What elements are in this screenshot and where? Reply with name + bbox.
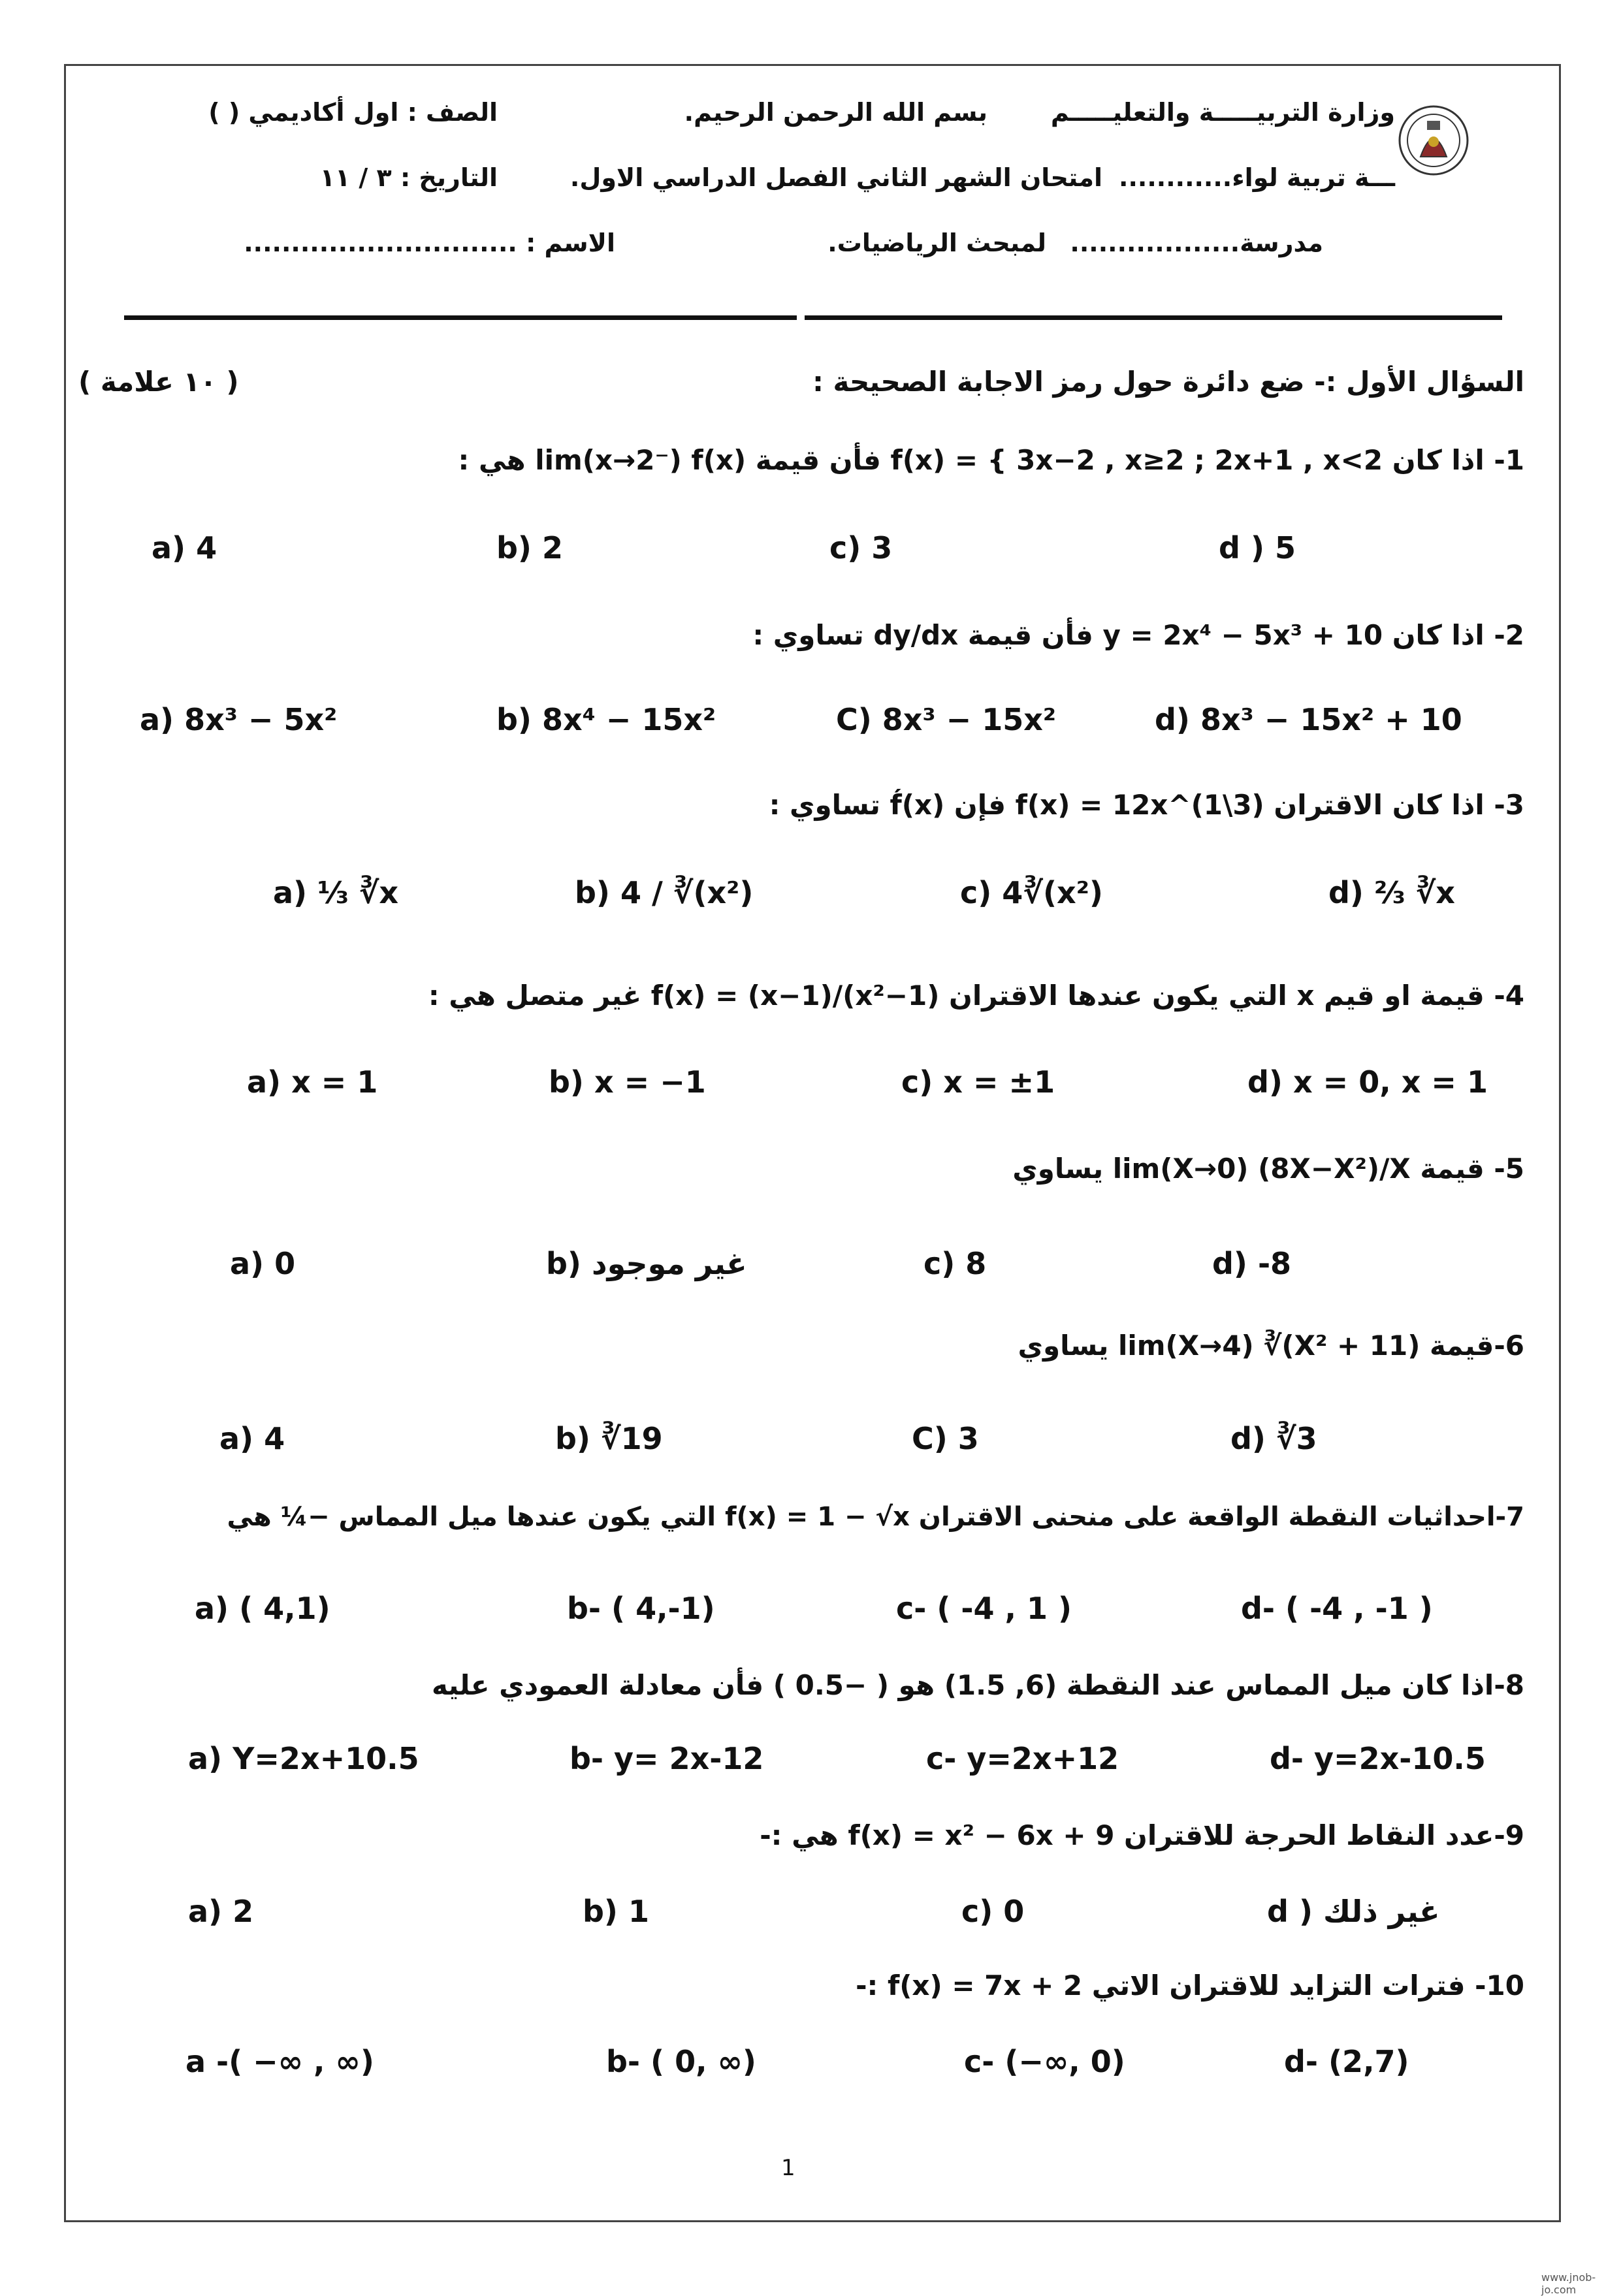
- student-name-field: الاسم : .............................: [244, 229, 615, 257]
- q4-option-c[interactable]: c) x = ±1: [901, 1064, 1055, 1100]
- q9-option-a[interactable]: a) 2: [188, 1894, 254, 1929]
- q6-option-c[interactable]: C) 3: [912, 1421, 979, 1456]
- q1-option-b[interactable]: b) 2: [496, 530, 563, 566]
- basmala: بسم الله الرحمن الرحيم.: [684, 98, 987, 127]
- q7-option-c[interactable]: c- ( -4 , 1 ): [896, 1591, 1072, 1626]
- q7-option-a[interactable]: a) ( 4,1): [195, 1591, 330, 1626]
- q2-option-d[interactable]: d) 8x³ − 15x² + 10: [1155, 702, 1462, 737]
- header-divider-right: [805, 315, 1502, 320]
- question-5: 5- قيمة lim(X→0) (8X−X²)/X يساوي: [1012, 1153, 1524, 1185]
- q10-option-d[interactable]: d- (2,7): [1284, 2044, 1409, 2079]
- q7-option-b[interactable]: b- ( 4,-1): [567, 1591, 715, 1626]
- q9-option-b[interactable]: b) 1: [583, 1894, 649, 1929]
- q8-option-d[interactable]: d- y=2x-10.5: [1270, 1741, 1486, 1776]
- question-9: 9-عدد النقاط الحرجة للاقتران f(x) = x² − 6x + 9 هي :-: [760, 1819, 1524, 1851]
- grade: الصف : اول أكاديمي ( ): [208, 98, 498, 127]
- question-2: 2- اذا كان y = 2x⁴ − 5x³ + 10 فأن قيمة dy/dx تساوي :: [752, 619, 1524, 651]
- q1-option-d[interactable]: d ) 5: [1219, 530, 1296, 566]
- q9-option-d[interactable]: d ) غير ذلك: [1267, 1894, 1440, 1929]
- q8-option-a[interactable]: a) Y=2x+10.5: [188, 1741, 419, 1776]
- q10-option-c[interactable]: c- (−∞, 0): [964, 2044, 1125, 2079]
- question-7: 7-احداثيات النقطة الواقعة على منحنى الاقتران f(x) = 1 − √x التي يكون عندها ميل المماس −¼ هي: [227, 1502, 1524, 1532]
- page-number: 1: [781, 2155, 795, 2181]
- ministry-logo-icon: [1398, 101, 1469, 180]
- q5-option-d[interactable]: d) -8: [1212, 1246, 1292, 1281]
- exam-title: امتحان الشهر الثاني الفصل الدراسي الاول.: [570, 163, 1102, 192]
- section-title: السؤال الأول :- ضع دائرة حول رمز الاجابة الصحيحة :: [812, 366, 1524, 398]
- q3-option-b[interactable]: b) 4 / ∛(x²): [575, 875, 754, 910]
- q4-option-d[interactable]: d) x = 0, x = 1: [1247, 1064, 1488, 1100]
- school-name: مدرسة..................: [1070, 229, 1323, 257]
- q7-option-d[interactable]: d- ( -4 , -1 ): [1241, 1591, 1433, 1626]
- q5-option-b[interactable]: b) غير موجود: [546, 1246, 747, 1281]
- ministry-name: وزارة التربيـــــة والتعليـــــم: [1050, 98, 1395, 127]
- q6-option-a[interactable]: a) 4: [219, 1421, 285, 1456]
- question-6: 6-قيمة lim(X→4) ∛(X² + 11) يساوي: [1018, 1330, 1524, 1362]
- q4-option-b[interactable]: b) x = −1: [549, 1064, 706, 1100]
- question-4: 4- قيمة او قيم x التي يكون عندها الاقتران f(x) = (x−1)/(x²−1) غير متصل هي :: [428, 980, 1524, 1012]
- question-1: 1- اذا كان f(x) = { 3x−2 , x≥2 ; 2x+1 , x<2 فأن قيمة lim(x→2⁻) f(x) هي :: [458, 444, 1524, 476]
- q5-option-a[interactable]: a) 0: [230, 1246, 296, 1281]
- q2-option-b[interactable]: b) 8x⁴ − 15x²: [496, 702, 716, 737]
- q8-option-b[interactable]: b- y= 2x-12: [570, 1741, 764, 1776]
- q1-option-a[interactable]: a) 4: [152, 530, 217, 566]
- question-8: 8-اذا كان ميل المماس عند النقطة (6, 1.5) هو ( −0.5 ) فأن معادلة العمودي عليه: [432, 1669, 1524, 1701]
- q10-option-b[interactable]: b- ( 0, ∞): [606, 2044, 756, 2079]
- q8-option-c[interactable]: c- y=2x+12: [926, 1741, 1119, 1776]
- directorate: ـــة تربية لواء............: [1119, 163, 1395, 192]
- q4-option-a[interactable]: a) x = 1: [247, 1064, 378, 1100]
- q6-option-b[interactable]: b) ∛19: [555, 1421, 663, 1456]
- header-divider-left: [124, 315, 797, 320]
- q6-option-d[interactable]: d) ∛3: [1230, 1421, 1317, 1456]
- watermark: www.jnob-jo.com: [1541, 2271, 1596, 2296]
- q10-option-a[interactable]: a -( −∞ , ∞): [185, 2044, 374, 2079]
- q2-option-a[interactable]: a) 8x³ − 5x²: [140, 702, 338, 737]
- exam-date: التاريخ : ٣ / ١١: [319, 163, 498, 192]
- q1-option-c[interactable]: c) 3: [829, 530, 893, 566]
- question-3: 3- اذا كان الاقتران f(x) = 12x^(1\3) فإن f́(x) تساوي :: [769, 789, 1524, 821]
- section-marks: ( ١٠ علامة ): [78, 366, 239, 398]
- question-10: 10- فترات التزايد للاقتران الاتي f(x) = 7x + 2 :-: [856, 1969, 1524, 2001]
- q3-option-d[interactable]: d) ⅔ ∛x: [1328, 875, 1455, 910]
- q5-option-c[interactable]: c) 8: [923, 1246, 987, 1281]
- subject: لمبحث الرياضيات.: [827, 229, 1046, 257]
- q3-option-a[interactable]: a) ⅓ ∛x: [273, 875, 399, 910]
- q9-option-c[interactable]: c) 0: [961, 1894, 1025, 1929]
- q2-option-c[interactable]: C) 8x³ − 15x²: [836, 702, 1057, 737]
- q3-option-c[interactable]: c) 4∛(x²): [960, 875, 1103, 910]
